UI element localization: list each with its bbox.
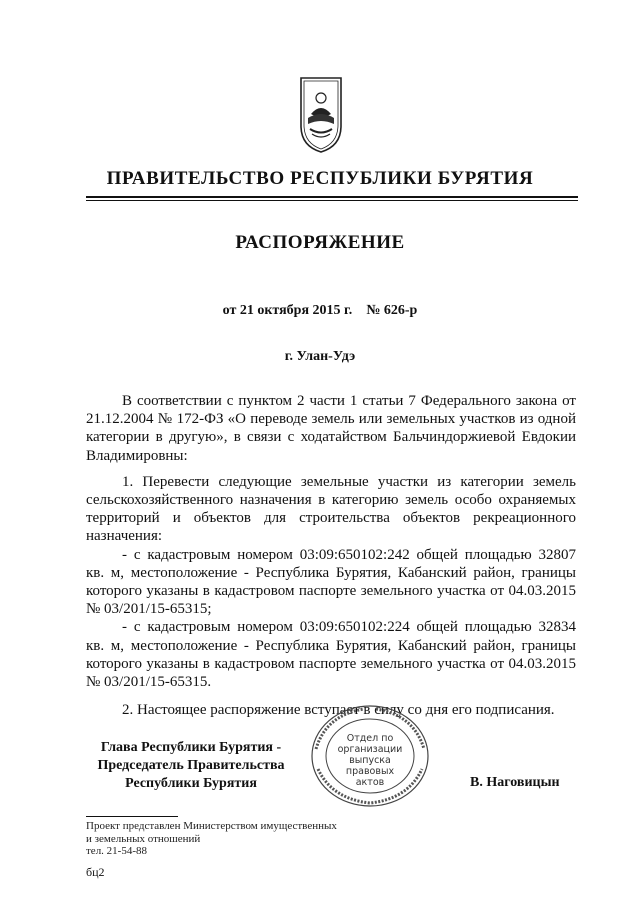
document-type: РАСПОРЯЖЕНИЕ [235, 232, 405, 253]
stamp-line-1: Отдел по [346, 733, 394, 744]
stamp-line-3: выпуска [349, 755, 391, 766]
document-city: г. Улан-Удэ [284, 349, 356, 364]
stamp-line-5: актов [355, 777, 385, 788]
approval-stamp [296, 697, 444, 815]
signatory-name: В. Наговицын [470, 775, 560, 790]
header-divider-thick [86, 196, 578, 198]
document-date-number [0, 303, 640, 319]
item-1-paragraph: 1. Перевести следующие земельные участки из категории земель сельскохозяйственного назначения в категорию земель особо охраняемых территорий и объектов для строительства объектов рекреационного назначения: [86, 473, 576, 545]
signatory-title-line-2: Председатель Правительства [97, 758, 285, 773]
document-number: № 626-р [366, 303, 418, 318]
plot-2-paragraph: - с кадастровым номером 03:09:650102:224 общей площадью 32834 кв. м, местоположение - Республика Бурятия, Кабанский район, границы которого указаны в кадастровом паспорте земельного участка от 04.03.2015 № 03/201/15-65315. [86, 619, 576, 691]
footer-line-1: Проект представлен Министерством имущественных [86, 820, 337, 832]
document-date: от 21 октября 2015 г. [222, 303, 353, 318]
stamp-line-4: правовых [345, 766, 395, 777]
signatory-title-line-3: Республики Бурятия [125, 776, 257, 791]
document-code: бц2 [86, 865, 105, 879]
preamble-paragraph: В соответствии с пунктом 2 части 1 статьи 7 Федерального закона от 21.12.2004 № 172-ФЗ «О переводе земель или земельных участков из одной категории в другую», в связи с ходатайством Бальчиндоржиевой Евдокии Владимировны: [86, 393, 576, 464]
government-title: ПРАВИТЕЛЬСТВО РЕСПУБЛИКИ БУРЯТИЯ [106, 168, 534, 189]
footer-phone: тел. 21-54-88 [86, 845, 148, 857]
plot-1-paragraph: - с кадастровым номером 03:09:650102:242 общей площадью 32807 кв. м, местоположение - Республика Бурятия, Кабанский район, границы которого указаны в кадастровом паспорте земельного участка от 04.03.2015 № 03/201/15-65315; [86, 546, 576, 618]
item-2-paragraph: 2. Настоящее распоряжение вступает в силу со дня его подписания. [122, 702, 555, 719]
signatory-title-line-1: Глава Республики Бурятия - [100, 740, 282, 755]
stamp-line-2: организации [337, 744, 403, 755]
header-divider-thin [86, 200, 578, 201]
footer-note [86, 820, 416, 858]
signatory-title [86, 739, 296, 793]
document-body [86, 392, 576, 719]
coat-of-arms-emblem [298, 74, 344, 154]
footer-divider [86, 816, 178, 817]
footer-line-2: и земельных отношений [86, 832, 201, 845]
